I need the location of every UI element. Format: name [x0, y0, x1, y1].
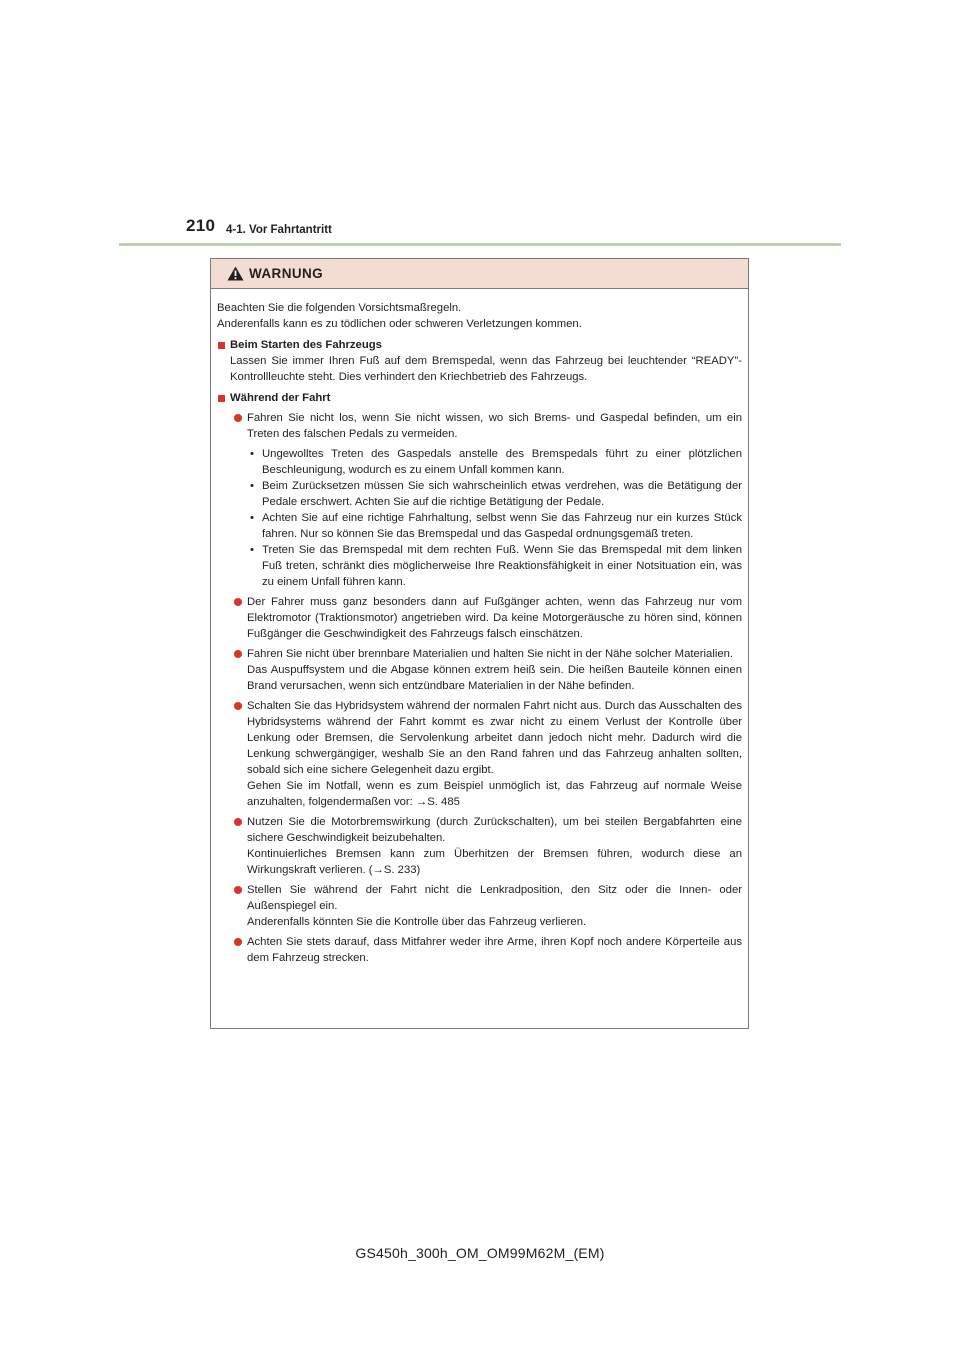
paragraph: Ungewolltes Treten des Gaspedals anstelle des Bremspedals führt zu einer plötzlichen Beschleunigung, wodurch es zu einem Unfall kommen kann.	[262, 448, 742, 476]
sub-bullet-mark: •	[250, 448, 254, 460]
red-dot-icon	[234, 702, 242, 710]
intro-line: Anderenfalls kann es zu tödlichen oder schweren Verletzungen kommen.	[217, 318, 582, 330]
sub-bullet-mark: •	[250, 544, 254, 556]
intro-line: Beachten Sie die folgenden Vorsichtsmaßregeln.	[217, 302, 462, 314]
warning-body	[211, 289, 748, 966]
warning-box	[210, 258, 749, 1029]
paragraph: Nutzen Sie die Motorbremswirkung (durch Zurückschalten), um bei steilen Bergabfahrten eine sichere Geschwindigkeit beizubehalten.	[247, 816, 742, 844]
paragraph: Achten Sie stets darauf, dass Mitfahrer weder ihre Arme, ihren Kopf noch andere Körperteile aus dem Fahrzeug strecken.	[247, 936, 742, 964]
paragraph: Anderenfalls könnten Sie die Kontrolle über das Fahrzeug verlieren.	[247, 916, 587, 928]
warning-title: WARNUNG	[249, 266, 324, 281]
sub-item	[217, 542, 742, 590]
sub-item	[217, 510, 742, 542]
page-number: 210	[186, 216, 216, 235]
sub-bullet-mark: •	[250, 512, 254, 524]
bullet-item	[217, 410, 742, 442]
section-heading-label: Beim Starten des Fahrzeugs	[230, 339, 382, 351]
header-rule	[119, 243, 841, 246]
paragraph: Gehen Sie im Notfall, wenn es zum Beispiel unmöglich ist, das Fahrzeug auf normale Weise anzuhalten, folgendermaßen vor: →S. 485	[247, 780, 742, 808]
paragraph: Stellen Sie während der Fahrt nicht die Lenkradposition, den Sitz oder die Innen- oder Außenspiegel ein.	[247, 884, 742, 912]
warning-triangle-icon	[227, 266, 244, 281]
red-dot-icon	[234, 598, 242, 606]
paragraph: Fahren Sie nicht über brennbare Materialien und halten Sie nicht in der Nähe solcher Materialien.	[247, 648, 734, 660]
section-text-starting	[217, 353, 742, 385]
bullet-item	[217, 646, 742, 694]
paragraph: Treten Sie das Bremspedal mit dem rechten Fuß. Wenn Sie das Bremspedal mit dem linken Fuß treten, schränkt dies möglicherweise Ihre Reaktionsfähigkeit in einer Notsituation ein, was zu einem Unfall führen kann.	[262, 544, 742, 588]
bullet-item	[217, 934, 742, 966]
red-dot-icon	[234, 938, 242, 946]
section-heading-driving	[217, 390, 742, 406]
paragraph: Beim Zurücksetzen müssen Sie sich wahrscheinlich etwas verdrehen, was die Betätigung der Pedale erschwert. Achten Sie auf die richtige Betätigung der Pedale.	[262, 480, 742, 508]
section-heading-label: Während der Fahrt	[230, 392, 331, 404]
paragraph: Schalten Sie das Hybridsystem während der normalen Fahrt nicht aus. Durch das Ausschalten des Hybridsystems während der Fahrt kommt es zwar nicht zu einem Verlust der Kontrolle über Lenkung oder Bremsen, die Servolenkung arbeitet dann jedoch nicht mehr. Dadurch wird die Lenkung schwergängiger, weshalb Sie an den Rand fahren und das Fahrzeug anhalten sollten, sobald sich eine sichere Gelegenheit dazu ergibt.	[247, 700, 742, 776]
paragraph: Fahren Sie nicht los, wenn Sie nicht wissen, wo sich Brems- und Gaspedal befinden, um ein Treten des falschen Pedals zu vermeiden.	[247, 412, 742, 440]
paragraph: Lassen Sie immer Ihren Fuß auf dem Bremspedal, wenn das Fahrzeug bei leuchtender “READY”-Kontrollleuchte steht. Dies verhindert den Kriechbetrieb des Fahrzeugs.	[230, 355, 742, 383]
paragraph: Das Auspuffsystem und die Abgase können extrem heiß sein. Die heißen Bauteile können einen Brand verursachen, wenn sich entzündbare Materialien in der Nähe befinden.	[247, 664, 742, 692]
red-dot-icon	[234, 886, 242, 894]
bullet-item	[217, 882, 742, 930]
red-dot-icon	[234, 818, 242, 826]
sub-bullet-mark: •	[250, 480, 254, 492]
paragraph: Der Fahrer muss ganz besonders dann auf Fußgänger achten, wenn das Fahrzeug nur vom Elektromotor (Traktionsmotor) angetrieben wird. Da keine Motorgeräusche zu hören sind, können Fußgänger die Geschwindigkeit des Fahrzeugs falsch einschätzen.	[247, 596, 742, 640]
bullet-item	[217, 814, 742, 878]
red-dot-icon	[234, 414, 242, 422]
red-square-icon	[218, 395, 225, 402]
sub-item	[217, 478, 742, 510]
sub-item	[217, 446, 742, 478]
warning-header	[211, 259, 748, 289]
paragraph: Achten Sie auf eine richtige Fahrhaltung, selbst wenn Sie das Fahrzeug nur ein kurzes Stück fahren. Nur so können Sie das Bremspedal und das Gaspedal ordnungsgemäß treten.	[262, 512, 742, 540]
document-id: GS450h_300h_OM_OM99M62M_(EM)	[355, 1245, 605, 1261]
warning-intro	[217, 300, 742, 332]
section-title: 4-1. Vor Fahrtantritt	[226, 224, 332, 236]
bullet-item	[217, 698, 742, 810]
red-square-icon	[218, 342, 225, 349]
section-heading-starting	[217, 337, 742, 353]
bullet-item	[217, 594, 742, 642]
paragraph: Kontinuierliches Bremsen kann zum Überhitzen der Bremsen führen, wodurch diese an Wirkungskraft verlieren. (→S. 233)	[247, 848, 742, 876]
red-dot-icon	[234, 650, 242, 658]
